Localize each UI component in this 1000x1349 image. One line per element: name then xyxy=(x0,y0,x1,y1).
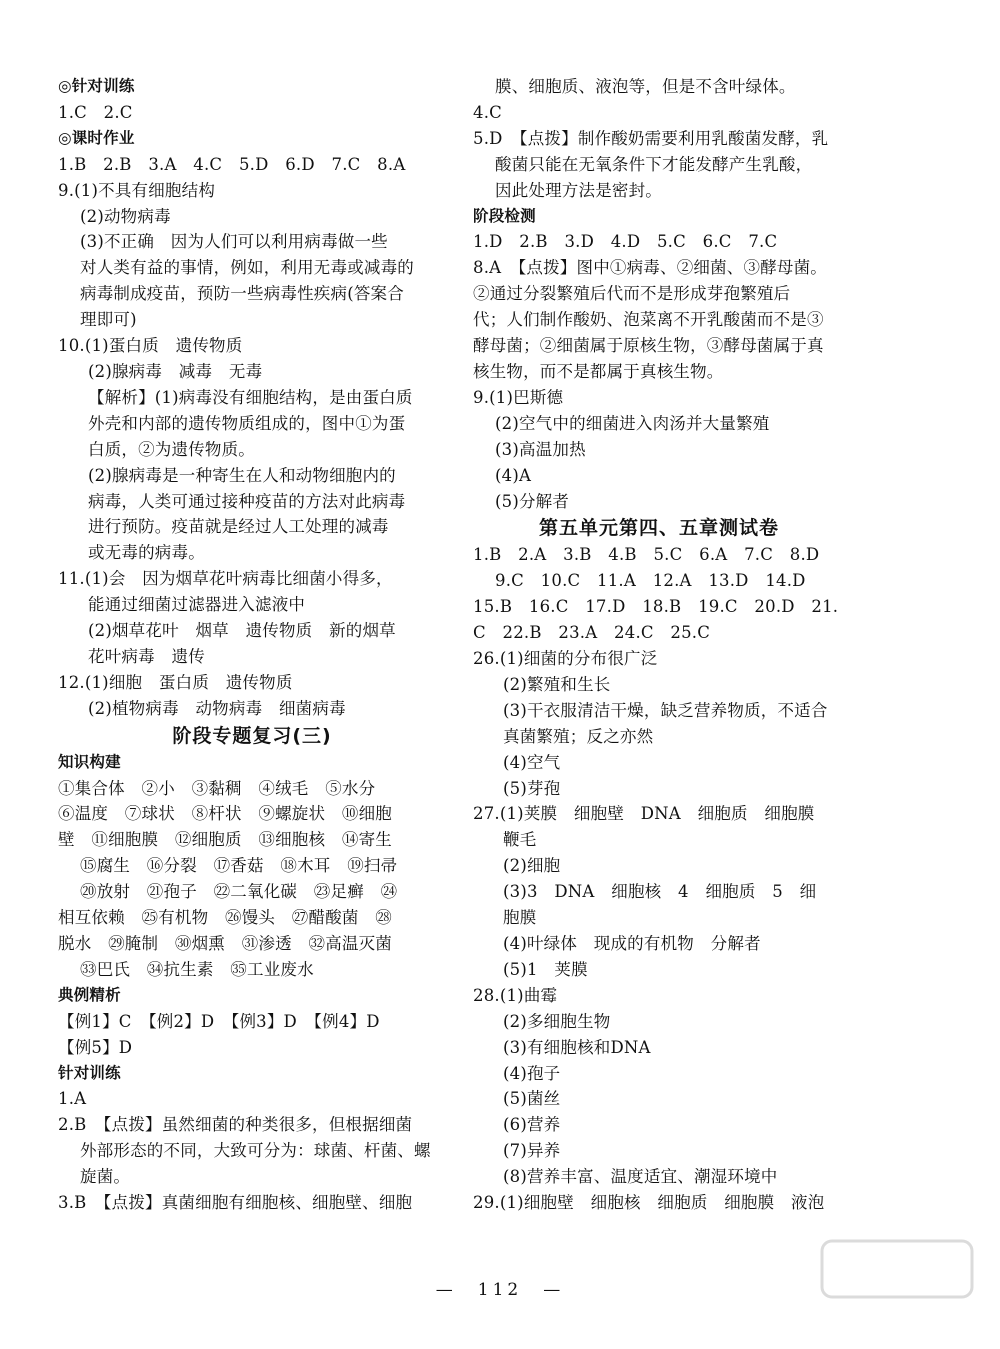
text-line: 1.D 2.B 3.D 4.D 5.C 6.C 7.C xyxy=(473,232,778,252)
text-line: 【解析】(1)病毒没有细胞结构，是由蛋白质 xyxy=(88,387,413,407)
text-line: (8)营养丰富、温度适宜、潮湿环境中 xyxy=(503,1167,778,1187)
text-line: 15.B 16.C 17.D 18.B 19.C 20.D 21. xyxy=(473,597,839,617)
text-line: (2)动物病毒 xyxy=(80,206,171,226)
text-line: 3.B 【点拨】真菌细胞有细胞核、细胞壁、细胞 xyxy=(58,1193,413,1213)
text-line: ㉝巴氏 ㉞抗生素 ㉟工业废水 xyxy=(80,959,314,979)
text-line: (2)烟草花叶 烟草 遗传物质 新的烟草 xyxy=(88,621,396,641)
section-label: ◎课时作业 xyxy=(58,128,135,147)
text-line: (2)繁殖和生长 xyxy=(503,674,611,694)
text-line: 真菌繁殖；反之亦然 xyxy=(503,726,654,746)
text-line: (5)分解者 xyxy=(495,491,570,511)
text-line: (5)1 荚膜 xyxy=(503,959,588,979)
text-line: 白质，②为遗传物质。 xyxy=(88,439,255,459)
text-line: 相互依赖 ㉕有机物 ㉖馒头 ㉗醋酸菌 ㉘ xyxy=(58,908,392,928)
text-line: (4)孢子 xyxy=(503,1063,561,1083)
text-line: 理即可) xyxy=(80,310,137,330)
text-line: (2)腺病毒 减毒 无毒 xyxy=(88,361,263,381)
text-line: 【例1】C 【例2】D 【例3】D 【例4】D xyxy=(58,1011,380,1031)
text-line: 1.A xyxy=(58,1089,87,1109)
text-line: 病毒制成疫苗，预防一些病毒性疾病(答案合 xyxy=(80,284,404,304)
text-line: ①集合体 ②小 ③黏稠 ④绒毛 ⑤水分 xyxy=(58,778,376,798)
text-line: 或无毒的病毒。 xyxy=(88,543,205,563)
text-line: 鞭毛 xyxy=(503,830,537,850)
text-line: 9.(1)不具有细胞结构 xyxy=(58,180,216,200)
text-line: 9.C 10.C 11.A 12.A 13.D 14.D xyxy=(495,571,806,591)
page-number: — 112 — xyxy=(435,1280,565,1300)
watermark-logo xyxy=(818,1235,978,1335)
text-line: 5.D 【点拨】制作酸奶需要利用乳酸菌发酵，乳 xyxy=(473,128,829,148)
text-line: (4)A xyxy=(495,465,532,485)
text-line: 能通过细菌过滤器进入滤液中 xyxy=(88,595,306,615)
text-line: 11.(1)会 因为烟草花叶病毒比细菌小得多， xyxy=(58,569,393,589)
text-line: (3)干衣服清洁干燥，缺乏营养物质，不适合 xyxy=(503,700,828,720)
right-column xyxy=(473,74,845,1216)
text-line: 花叶病毒 遗传 xyxy=(88,646,205,666)
section-label: ◎针对训练 xyxy=(58,77,135,95)
section-label: 阶段检测 xyxy=(473,206,536,225)
text-line: 27.(1)荚膜 细胞壁 DNA 细胞质 细胞膜 xyxy=(473,804,815,824)
text-line: 旋菌。 xyxy=(80,1167,131,1187)
watermark-badge-icon xyxy=(818,1235,978,1305)
text-line: ②通过分裂繁殖后代而不是形成芽孢繁殖后 xyxy=(473,284,791,304)
text-line: (2)多细胞生物 xyxy=(503,1011,611,1031)
text-line: 膜、细胞质、液泡等，但是不含叶绿体。 xyxy=(495,77,796,96)
text-line: (2)空气中的细菌进入肉汤并大量繁殖 xyxy=(495,413,770,433)
text-line: (3)不正确 因为人们可以利用病毒做一些 xyxy=(80,232,388,252)
text-line: 核生物，而不是都属于真核生物。 xyxy=(473,361,724,381)
text-line: (6)营养 xyxy=(503,1115,561,1135)
text-line: 10.(1)蛋白质 遗传物质 xyxy=(58,336,243,356)
text-line: (2)细胞 xyxy=(503,856,561,876)
text-line: 脱水 ㉙腌制 ㉚烟熏 ㉛渗透 ㉜高温灭菌 xyxy=(58,934,392,953)
text-line: 外壳和内部的遗传物质组成的，图中①为蛋 xyxy=(88,413,406,433)
text-line: 2.B 【点拨】虽然细菌的种类很多，但根据细菌 xyxy=(58,1115,413,1135)
text-line: 酸菌只能在无氧条件下才能发酵产生乳酸， xyxy=(495,154,813,174)
section-label: 典例精析 xyxy=(58,985,121,1004)
text-line: 对人类有益的事情，例如，利用无毒或减毒的 xyxy=(80,258,414,278)
text-line: 26.(1)细菌的分布很广泛 xyxy=(473,649,658,669)
text-line: ⑥温度 ⑦球状 ⑧杆状 ⑨螺旋状 ⑩细胞 xyxy=(58,804,392,824)
text-line: 1.C 2.C xyxy=(58,102,133,122)
text-line: (3)有细胞核和DNA xyxy=(503,1037,651,1057)
text-line: 酵母菌；②细菌属于原核生物，③酵母菌属于真 xyxy=(473,336,824,356)
text-line: 壁 ⑪细胞膜 ⑫细胞质 ⑬细胞核 ⑭寄生 xyxy=(58,830,392,850)
text-line: 12.(1)细胞 蛋白质 遗传物质 xyxy=(58,672,293,692)
text-line: 1.B 2.A 3.B 4.B 5.C 6.A 7.C 8.D xyxy=(473,545,820,565)
text-line: (4)叶绿体 现成的有机物 分解者 xyxy=(503,934,761,953)
text-line: 28.(1)曲霉 xyxy=(473,985,558,1005)
text-line: 胞膜 xyxy=(503,908,537,928)
section-label: 知识构建 xyxy=(58,752,121,771)
left-column xyxy=(58,74,446,1216)
text-line: 进行预防。疫苗就是经过人工处理的减毒 xyxy=(88,517,389,537)
text-line: (5)菌丝 xyxy=(503,1089,561,1109)
text-line: 8.A 【点拨】图中①病毒、②细菌、③酵母菌。 xyxy=(473,258,828,278)
text-line: 29.(1)细胞壁 细胞核 细胞质 细胞膜 液泡 xyxy=(473,1193,825,1213)
text-line: 因此处理方法是密封。 xyxy=(495,180,662,200)
text-line: 4.C xyxy=(473,102,502,122)
text-line: (2)植物病毒 动物病毒 细菌病毒 xyxy=(88,698,346,718)
text-line: (5)芽孢 xyxy=(503,778,561,798)
text-line: (3)高温加热 xyxy=(495,439,586,459)
text-line: 【例5】D xyxy=(58,1037,133,1057)
text-line: 1.B 2.B 3.A 4.C 5.D 6.D 7.C 8.A xyxy=(58,154,406,174)
text-line: (2)腺病毒是一种寄生在人和动物细胞内的 xyxy=(88,465,396,485)
text-line: (7)异养 xyxy=(503,1141,561,1161)
text-line: (4)空气 xyxy=(503,752,561,772)
section-heading: 阶段专题复习(三) xyxy=(172,724,332,747)
text-line: 9.(1)巴斯德 xyxy=(473,387,564,407)
text-line: C 22.B 23.A 24.C 25.C xyxy=(473,623,711,643)
section-heading: 第五单元第四、五章测试卷 xyxy=(538,517,779,540)
text-line: 代；人们制作酸奶、泡菜离不开乳酸菌而不是③ xyxy=(473,310,824,330)
text-line: 病毒，人类可通过接种疫苗的方法对此病毒 xyxy=(88,491,406,511)
section-label: 针对训练 xyxy=(58,1063,121,1082)
text-line: 外部形态的不同，大致可分为：球菌、杆菌、螺 xyxy=(80,1141,431,1161)
text-line: (3)3 DNA 细胞核 4 细胞质 5 细 xyxy=(503,882,817,902)
text-line: ⑳放射 ㉑孢子 ㉒二氧化碳 ㉓足癣 ㉔ xyxy=(80,882,398,902)
text-line: ⑮腐生 ⑯分裂 ⑰香菇 ⑱木耳 ⑲扫帚 xyxy=(80,856,398,876)
